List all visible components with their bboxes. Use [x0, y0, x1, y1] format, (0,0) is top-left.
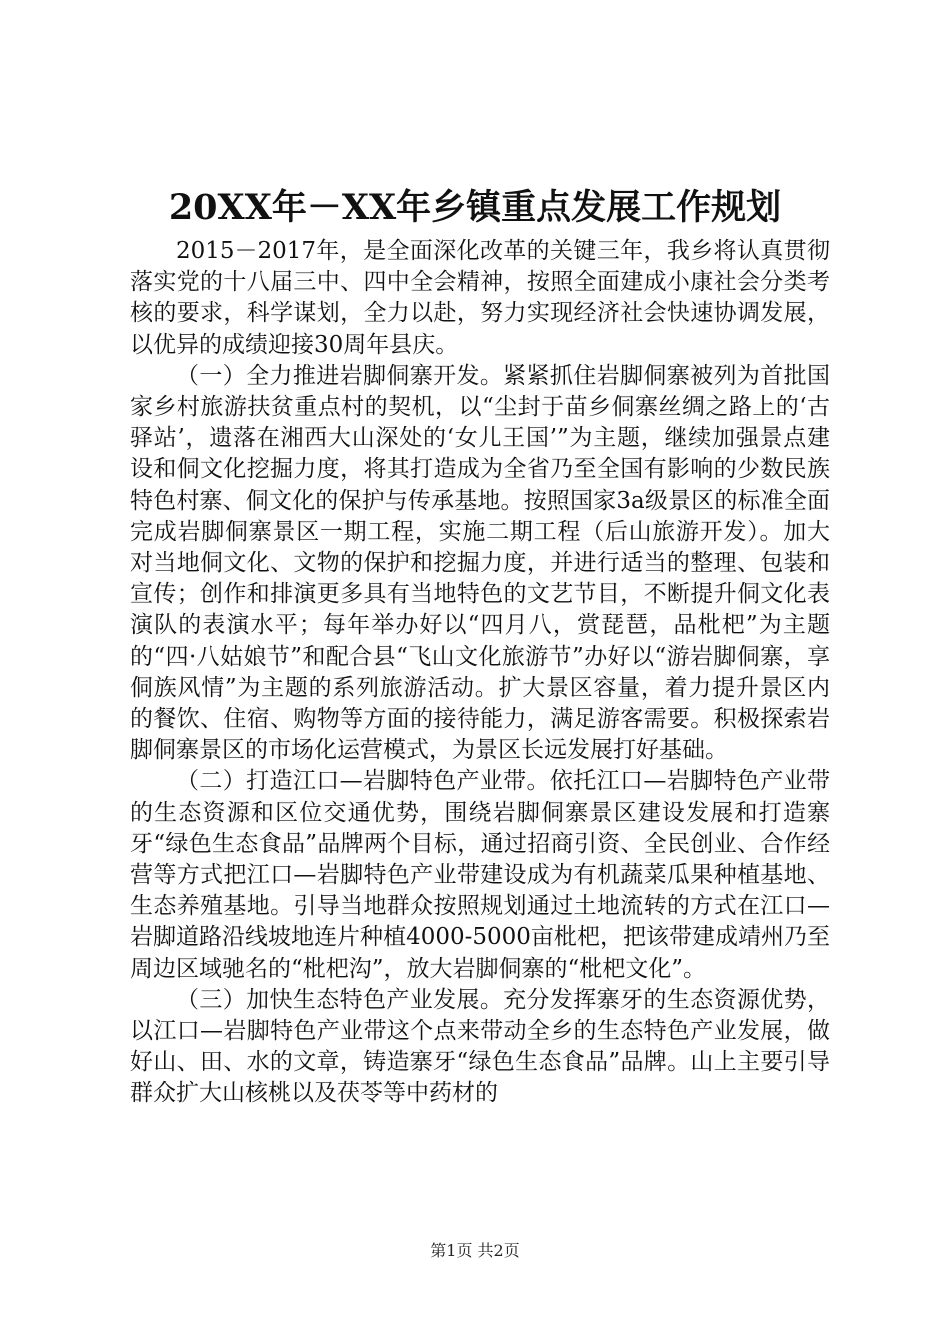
- paragraph-section-3: （三）加快生态特色产业发展。充分发挥寨牙的生态资源优势，以江口—岩脚特色产业带这个点来带动全乡的生态特色产业发展，做好山、田、水的文章，铸造寨牙“绿色生态食品”品牌。山上主要引导群众扩大山核桃以及茯苓等中药材的: [130, 986, 830, 1107]
- paragraph-intro: 2015－2017年，是全面深化改革的关键三年，我乡将认真贯彻落实党的十八届三中、四中全会精神，按照全面建成小康社会分类考核的要求，科学谋划，全力以赴，努力实现经济社会快速协调发展，以优异的成绩迎接30周年县庆。: [130, 238, 830, 358]
- page-footer: [0, 1240, 950, 1262]
- document-title: 20XX年－XX年乡镇重点发展工作规划: [168, 187, 782, 228]
- page-number: 第1页 共2页: [430, 1241, 520, 1260]
- paragraph-section-1: （一）全力推进岩脚侗寨开发。紧紧抓住岩脚侗寨被列为首批国家乡村旅游扶贫重点村的契机，以“尘封于苗乡侗寨丝绸之路上的‘古驿站’，遗落在湘西大山深处的‘女儿王国’”为主题，继续加强景点建设和侗文化挖掘力度，将其打造成为全省乃至全国有影响的少数民族特色村寨、侗文化的保护与传承基地。按照国家3a级景区的标准全面完成岩脚侗寨景区一期工程，实施二期工程（后山旅游开发）。加大对当地侗文化、文物的保护和挖掘力度，并进行适当的整理、包装和宣传；创作和排演更多具有当地特色的文艺节目，不断提升侗文化表演队的表演水平；每年举办好以“四月八，赏琵琶，品枇杷”为主题的“四·八姑娘节”和配合县“飞山文化旅游节”办好以“游岩脚侗寨，享侗族风情”为主题的系列旅游活动。扩大景区容量，着力提升景区内的餐饮、住宿、购物等方面的接待能力，满足游客需要。积极探索岩脚侗寨景区的市场化运营模式，为景区长远发展打好基础。: [130, 362, 830, 764]
- document-body: [130, 236, 830, 1110]
- paragraph-section-2: （二）打造江口—岩脚特色产业带。依托江口—岩脚特色产业带的生态资源和区位交通优势，围绕岩脚侗寨景区建设发展和打造寨牙“绿色生态食品”品牌两个目标，通过招商引资、全民创业、合作经营等方式把江口—岩脚特色产业带建设成为有机蔬菜瓜果种植基地、生态养殖基地。引导当地群众按照规划通过土地流转的方式在江口—岩脚道路沿线坡地连片种植4000-5000亩枇杷，把该带建成靖州乃至周边区域驰名的“枇杷沟”，放大岩脚侗寨的“枇杷文化”。: [130, 768, 830, 982]
